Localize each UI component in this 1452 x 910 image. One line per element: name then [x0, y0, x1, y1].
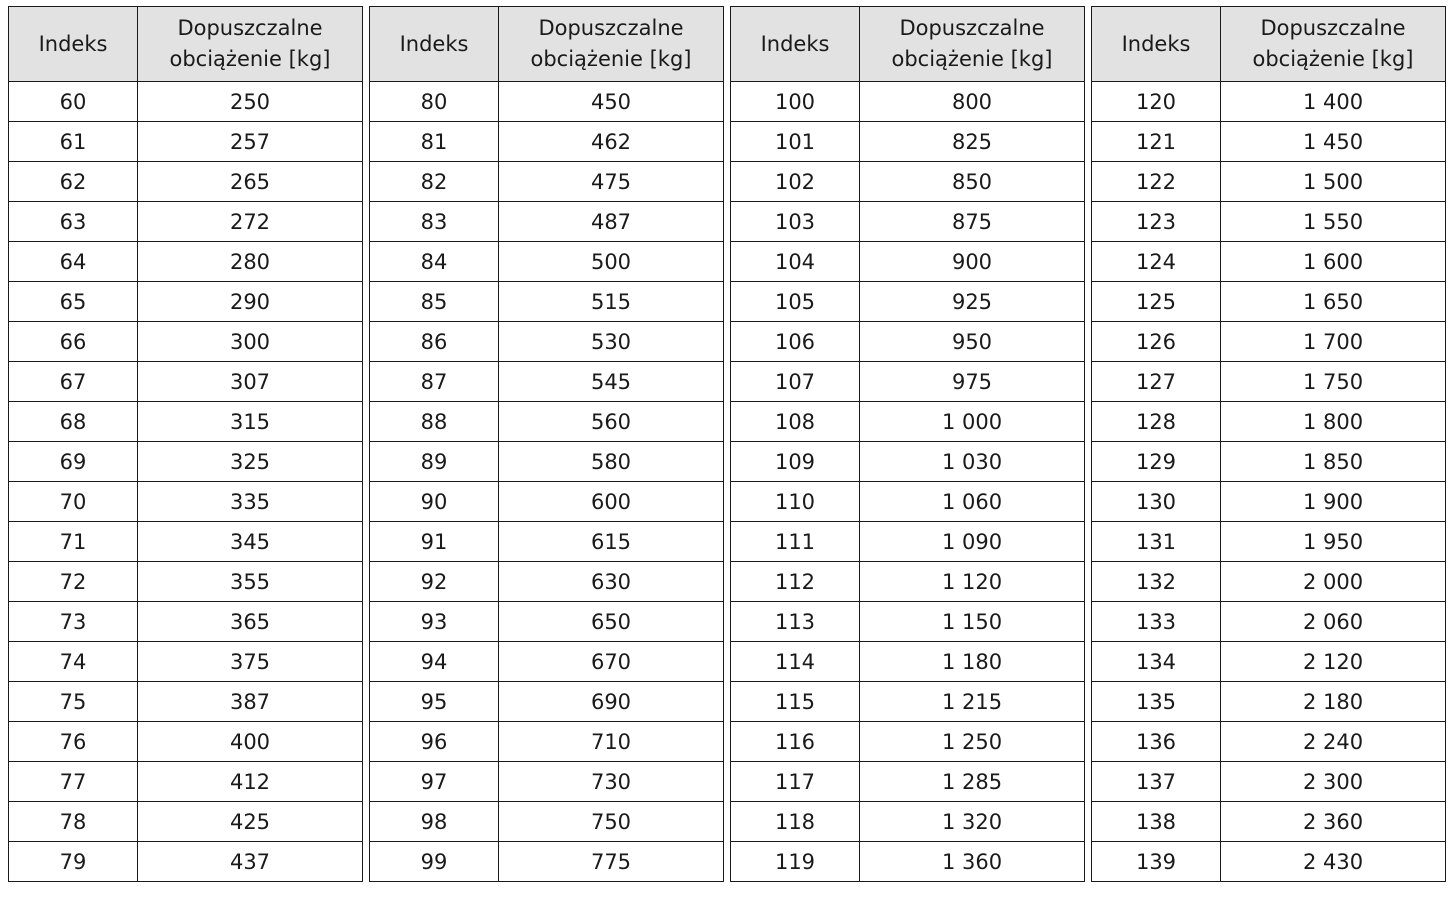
load-index-cell: 74 — [9, 642, 138, 682]
load-index-cell: 108 — [731, 402, 860, 442]
table-header-row — [731, 7, 1085, 82]
max-load-cell: 600 — [499, 482, 724, 522]
table-row — [1092, 402, 1446, 442]
table-row — [1092, 562, 1446, 602]
table-row — [9, 442, 363, 482]
load-index-cell: 98 — [370, 802, 499, 842]
table-row — [9, 322, 363, 362]
load-index-cell: 115 — [731, 682, 860, 722]
load-index-tables — [8, 6, 1444, 904]
table-row — [1092, 602, 1446, 642]
load-index-cell: 104 — [731, 242, 860, 282]
max-load-cell: 545 — [499, 362, 724, 402]
max-load-cell: 290 — [138, 282, 363, 322]
max-load-cell: 335 — [138, 482, 363, 522]
load-index-cell: 81 — [370, 122, 499, 162]
column-header-index: Indeks — [731, 7, 860, 82]
load-index-cell: 72 — [9, 562, 138, 602]
max-load-cell: 1 090 — [860, 522, 1085, 562]
load-index-cell: 63 — [9, 202, 138, 242]
max-load-cell: 615 — [499, 522, 724, 562]
load-index-cell: 107 — [731, 362, 860, 402]
max-load-cell: 250 — [138, 82, 363, 122]
load-index-cell: 128 — [1092, 402, 1221, 442]
table-row — [731, 242, 1085, 282]
table-row — [731, 202, 1085, 242]
table-row — [370, 122, 724, 162]
table-row — [731, 722, 1085, 762]
table-row — [731, 602, 1085, 642]
table-row — [731, 282, 1085, 322]
max-load-cell: 2 120 — [1221, 642, 1446, 682]
table-row — [1092, 362, 1446, 402]
table-row — [9, 522, 363, 562]
table-row — [370, 762, 724, 802]
max-load-cell: 560 — [499, 402, 724, 442]
load-index-cell: 117 — [731, 762, 860, 802]
max-load-cell: 315 — [138, 402, 363, 442]
max-load-cell: 1 900 — [1221, 482, 1446, 522]
max-load-cell: 1 285 — [860, 762, 1085, 802]
load-index-cell: 132 — [1092, 562, 1221, 602]
table-row — [1092, 122, 1446, 162]
table-row — [1092, 442, 1446, 482]
load-index-cell: 80 — [370, 82, 499, 122]
load-index-table-4 — [1091, 6, 1446, 882]
max-load-cell: 875 — [860, 202, 1085, 242]
table-row — [9, 642, 363, 682]
column-header-index: Indeks — [1092, 7, 1221, 82]
load-index-cell: 99 — [370, 842, 499, 882]
load-index-cell: 94 — [370, 642, 499, 682]
max-load-cell: 1 060 — [860, 482, 1085, 522]
column-header-load: Dopuszczalne obciążenie [kg] — [1221, 7, 1446, 82]
load-index-cell: 125 — [1092, 282, 1221, 322]
max-load-cell: 355 — [138, 562, 363, 602]
table-row — [731, 562, 1085, 602]
load-index-cell: 65 — [9, 282, 138, 322]
load-index-cell: 124 — [1092, 242, 1221, 282]
load-index-cell: 64 — [9, 242, 138, 282]
table-row — [370, 242, 724, 282]
load-index-cell: 105 — [731, 282, 860, 322]
column-header-index: Indeks — [370, 7, 499, 82]
load-index-cell: 114 — [731, 642, 860, 682]
table-row — [370, 442, 724, 482]
max-load-cell: 487 — [499, 202, 724, 242]
load-index-cell: 97 — [370, 762, 499, 802]
table-row — [9, 482, 363, 522]
max-load-cell: 730 — [499, 762, 724, 802]
load-index-cell: 90 — [370, 482, 499, 522]
load-index-cell: 127 — [1092, 362, 1221, 402]
table-row — [370, 842, 724, 882]
table-row — [9, 722, 363, 762]
max-load-cell: 1 215 — [860, 682, 1085, 722]
max-load-cell: 462 — [499, 122, 724, 162]
load-index-cell: 93 — [370, 602, 499, 642]
load-index-cell: 113 — [731, 602, 860, 642]
max-load-cell: 2 360 — [1221, 802, 1446, 842]
load-index-cell: 109 — [731, 442, 860, 482]
max-load-cell: 280 — [138, 242, 363, 282]
table-row — [1092, 322, 1446, 362]
load-index-cell: 106 — [731, 322, 860, 362]
load-index-cell: 126 — [1092, 322, 1221, 362]
load-index-cell: 78 — [9, 802, 138, 842]
load-index-cell: 130 — [1092, 482, 1221, 522]
load-index-cell: 129 — [1092, 442, 1221, 482]
load-index-cell: 110 — [731, 482, 860, 522]
table-row — [9, 282, 363, 322]
table-row — [9, 242, 363, 282]
table-row — [9, 562, 363, 602]
max-load-cell: 1 600 — [1221, 242, 1446, 282]
table-row — [370, 802, 724, 842]
table-row — [1092, 522, 1446, 562]
max-load-cell: 272 — [138, 202, 363, 242]
max-load-cell: 387 — [138, 682, 363, 722]
load-index-cell: 96 — [370, 722, 499, 762]
table-row — [1092, 802, 1446, 842]
table-row — [731, 522, 1085, 562]
max-load-cell: 975 — [860, 362, 1085, 402]
load-index-cell: 139 — [1092, 842, 1221, 882]
max-load-cell: 265 — [138, 162, 363, 202]
max-load-cell: 710 — [499, 722, 724, 762]
table-row — [370, 602, 724, 642]
load-index-cell: 103 — [731, 202, 860, 242]
load-index-cell: 76 — [9, 722, 138, 762]
table-row — [9, 122, 363, 162]
load-index-cell: 62 — [9, 162, 138, 202]
max-load-cell: 500 — [499, 242, 724, 282]
load-index-cell: 116 — [731, 722, 860, 762]
load-index-cell: 120 — [1092, 82, 1221, 122]
column-header-load: Dopuszczalne obciążenie [kg] — [499, 7, 724, 82]
max-load-cell: 515 — [499, 282, 724, 322]
table-header-row — [1092, 7, 1446, 82]
max-load-cell: 1 030 — [860, 442, 1085, 482]
load-index-cell: 85 — [370, 282, 499, 322]
load-index-cell: 70 — [9, 482, 138, 522]
table-row — [9, 682, 363, 722]
load-index-cell: 71 — [9, 522, 138, 562]
table-row — [731, 442, 1085, 482]
load-index-cell: 83 — [370, 202, 499, 242]
load-index-cell: 119 — [731, 842, 860, 882]
table-row — [1092, 682, 1446, 722]
load-index-cell: 79 — [9, 842, 138, 882]
table-row — [731, 122, 1085, 162]
table-row — [1092, 82, 1446, 122]
max-load-cell: 1 250 — [860, 722, 1085, 762]
load-index-cell: 86 — [370, 322, 499, 362]
max-load-cell: 825 — [860, 122, 1085, 162]
max-load-cell: 850 — [860, 162, 1085, 202]
max-load-cell: 325 — [138, 442, 363, 482]
max-load-cell: 580 — [499, 442, 724, 482]
table-row — [731, 802, 1085, 842]
load-index-table-2 — [369, 6, 724, 882]
table-row — [731, 362, 1085, 402]
table-row — [731, 642, 1085, 682]
load-index-cell: 112 — [731, 562, 860, 602]
table-header-row — [9, 7, 363, 82]
load-index-cell: 73 — [9, 602, 138, 642]
max-load-cell: 1 750 — [1221, 362, 1446, 402]
load-index-cell: 100 — [731, 82, 860, 122]
load-index-table-1 — [8, 6, 363, 882]
max-load-cell: 412 — [138, 762, 363, 802]
load-index-cell: 91 — [370, 522, 499, 562]
load-index-cell: 92 — [370, 562, 499, 602]
max-load-cell: 950 — [860, 322, 1085, 362]
table-row — [370, 722, 724, 762]
table-row — [370, 322, 724, 362]
table-row — [370, 402, 724, 442]
table-row — [1092, 162, 1446, 202]
table-row — [9, 802, 363, 842]
max-load-cell: 375 — [138, 642, 363, 682]
load-index-cell: 136 — [1092, 722, 1221, 762]
max-load-cell: 925 — [860, 282, 1085, 322]
load-index-cell: 134 — [1092, 642, 1221, 682]
max-load-cell: 1 700 — [1221, 322, 1446, 362]
max-load-cell: 800 — [860, 82, 1085, 122]
table-row — [731, 162, 1085, 202]
table-row — [1092, 482, 1446, 522]
table-row — [9, 202, 363, 242]
table-header-row — [370, 7, 724, 82]
table-row — [9, 842, 363, 882]
table-row — [370, 682, 724, 722]
load-index-cell: 102 — [731, 162, 860, 202]
table-row — [731, 682, 1085, 722]
max-load-cell: 2 240 — [1221, 722, 1446, 762]
max-load-cell: 450 — [499, 82, 724, 122]
column-header-load: Dopuszczalne obciążenie [kg] — [860, 7, 1085, 82]
max-load-cell: 307 — [138, 362, 363, 402]
max-load-cell: 1 800 — [1221, 402, 1446, 442]
max-load-cell: 1 850 — [1221, 442, 1446, 482]
load-index-cell: 77 — [9, 762, 138, 802]
table-row — [731, 322, 1085, 362]
max-load-cell: 1 120 — [860, 562, 1085, 602]
table-row — [370, 522, 724, 562]
table-row — [370, 82, 724, 122]
load-index-cell: 101 — [731, 122, 860, 162]
load-index-cell: 122 — [1092, 162, 1221, 202]
max-load-cell: 1 450 — [1221, 122, 1446, 162]
max-load-cell: 437 — [138, 842, 363, 882]
table-row — [9, 162, 363, 202]
max-load-cell: 2 300 — [1221, 762, 1446, 802]
load-index-cell: 88 — [370, 402, 499, 442]
max-load-cell: 650 — [499, 602, 724, 642]
table-row — [370, 202, 724, 242]
max-load-cell: 690 — [499, 682, 724, 722]
load-index-cell: 135 — [1092, 682, 1221, 722]
table-row — [1092, 842, 1446, 882]
table-row — [370, 282, 724, 322]
max-load-cell: 670 — [499, 642, 724, 682]
max-load-cell: 345 — [138, 522, 363, 562]
max-load-cell: 257 — [138, 122, 363, 162]
max-load-cell: 2 180 — [1221, 682, 1446, 722]
load-index-cell: 89 — [370, 442, 499, 482]
max-load-cell: 775 — [499, 842, 724, 882]
max-load-cell: 1 500 — [1221, 162, 1446, 202]
table-row — [731, 402, 1085, 442]
load-index-cell: 69 — [9, 442, 138, 482]
table-row — [9, 362, 363, 402]
table-row — [9, 402, 363, 442]
load-index-cell: 118 — [731, 802, 860, 842]
table-row — [731, 482, 1085, 522]
load-index-cell: 137 — [1092, 762, 1221, 802]
max-load-cell: 1 550 — [1221, 202, 1446, 242]
table-row — [9, 602, 363, 642]
table-row — [731, 762, 1085, 802]
table-row — [370, 162, 724, 202]
max-load-cell: 1 180 — [860, 642, 1085, 682]
load-index-cell: 68 — [9, 402, 138, 442]
max-load-cell: 2 060 — [1221, 602, 1446, 642]
load-index-cell: 95 — [370, 682, 499, 722]
load-index-table-3 — [730, 6, 1085, 882]
column-header-index: Indeks — [9, 7, 138, 82]
max-load-cell: 630 — [499, 562, 724, 602]
load-index-cell: 111 — [731, 522, 860, 562]
max-load-cell: 900 — [860, 242, 1085, 282]
load-index-cell: 60 — [9, 82, 138, 122]
load-index-cell: 66 — [9, 322, 138, 362]
load-index-cell: 84 — [370, 242, 499, 282]
max-load-cell: 425 — [138, 802, 363, 842]
table-row — [1092, 642, 1446, 682]
max-load-cell: 2 430 — [1221, 842, 1446, 882]
table-row — [1092, 202, 1446, 242]
table-row — [370, 642, 724, 682]
load-index-cell: 87 — [370, 362, 499, 402]
table-row — [1092, 242, 1446, 282]
load-index-cell: 138 — [1092, 802, 1221, 842]
max-load-cell: 1 360 — [860, 842, 1085, 882]
max-load-cell: 1 000 — [860, 402, 1085, 442]
max-load-cell: 365 — [138, 602, 363, 642]
table-row — [731, 842, 1085, 882]
max-load-cell: 1 950 — [1221, 522, 1446, 562]
table-row — [1092, 282, 1446, 322]
load-index-cell: 61 — [9, 122, 138, 162]
load-index-cell: 131 — [1092, 522, 1221, 562]
load-index-cell: 82 — [370, 162, 499, 202]
load-index-cell: 133 — [1092, 602, 1221, 642]
max-load-cell: 1 320 — [860, 802, 1085, 842]
max-load-cell: 1 650 — [1221, 282, 1446, 322]
max-load-cell: 1 150 — [860, 602, 1085, 642]
table-row — [370, 362, 724, 402]
table-row — [370, 482, 724, 522]
column-header-load: Dopuszczalne obciążenie [kg] — [138, 7, 363, 82]
table-row — [731, 82, 1085, 122]
load-index-cell: 75 — [9, 682, 138, 722]
max-load-cell: 300 — [138, 322, 363, 362]
load-index-cell: 121 — [1092, 122, 1221, 162]
table-row — [9, 762, 363, 802]
max-load-cell: 530 — [499, 322, 724, 362]
max-load-cell: 475 — [499, 162, 724, 202]
max-load-cell: 2 000 — [1221, 562, 1446, 602]
load-index-cell: 123 — [1092, 202, 1221, 242]
max-load-cell: 1 400 — [1221, 82, 1446, 122]
table-row — [1092, 722, 1446, 762]
table-row — [370, 562, 724, 602]
table-row — [1092, 762, 1446, 802]
max-load-cell: 750 — [499, 802, 724, 842]
table-row — [9, 82, 363, 122]
max-load-cell: 400 — [138, 722, 363, 762]
load-index-cell: 67 — [9, 362, 138, 402]
